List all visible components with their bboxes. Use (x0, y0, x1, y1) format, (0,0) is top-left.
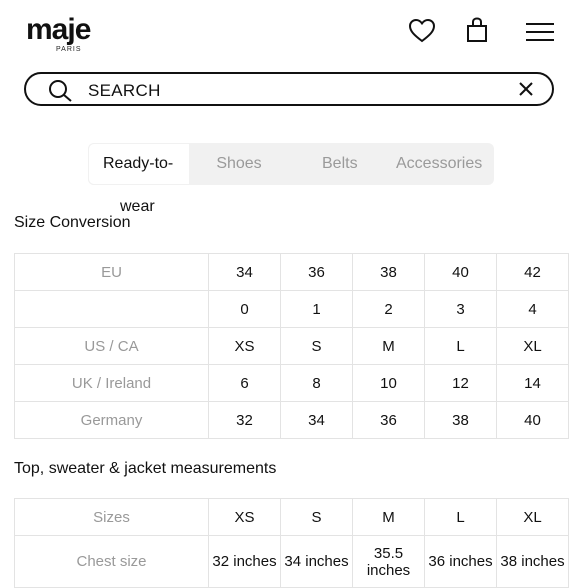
table-cell: 36 inches (425, 536, 497, 588)
row-label: UK / Ireland (15, 365, 209, 402)
table-cell: XS (209, 328, 281, 365)
table-cell: L (425, 328, 497, 365)
row-label: EU (15, 254, 209, 291)
measurements-title: Top, sweater & jacket measurements (14, 460, 277, 477)
table-cell: M (353, 328, 425, 365)
table-cell: 12 (425, 365, 497, 402)
table-cell: S (281, 499, 353, 536)
size-conversion-table (14, 253, 569, 439)
table-cell: 36 (281, 254, 353, 291)
table-cell: XS (209, 499, 281, 536)
tab-shoes[interactable]: Shoes (216, 155, 262, 172)
table-cell: 35.5 inches (353, 536, 425, 588)
maje-logo[interactable] (26, 14, 116, 53)
row-label: Chest size (15, 536, 209, 588)
table-cell: 34 inches (281, 536, 353, 588)
tab-ready-to-wear-label-2[interactable]: wear (120, 198, 155, 215)
table-cell: XL (497, 328, 569, 365)
table-cell: 6 (209, 365, 281, 402)
table-row (15, 499, 569, 536)
row-label: US / CA (15, 328, 209, 365)
table-cell: XL (497, 499, 569, 536)
tab-ready-to-wear-label-1[interactable]: Ready-to- (103, 155, 174, 172)
table-cell: 40 (425, 254, 497, 291)
table-cell: 38 (425, 402, 497, 439)
table-cell: 3 (425, 291, 497, 328)
table-cell: L (425, 499, 497, 536)
table-cell: 4 (497, 291, 569, 328)
table-row (15, 254, 569, 291)
search-input[interactable]: SEARCH (88, 81, 161, 100)
tab-accessories[interactable]: Accessories (396, 155, 483, 172)
close-icon[interactable] (518, 81, 534, 102)
table-cell: 2 (353, 291, 425, 328)
table-cell: 14 (497, 365, 569, 402)
search-bar[interactable] (24, 72, 554, 106)
table-cell: 38 inches (497, 536, 569, 588)
table-cell: 34 (209, 254, 281, 291)
table-cell: 1 (281, 291, 353, 328)
table-cell: 32 inches (209, 536, 281, 588)
table-cell: M (353, 499, 425, 536)
search-icon (48, 79, 74, 108)
table-cell: 38 (353, 254, 425, 291)
table-cell: 0 (209, 291, 281, 328)
tab-belts[interactable]: Belts (322, 155, 358, 172)
size-conversion-title: Size Conversion (14, 214, 131, 231)
table-row (15, 365, 569, 402)
table-row (15, 402, 569, 439)
row-label (15, 291, 209, 328)
table-cell: S (281, 328, 353, 365)
table-row (15, 291, 569, 328)
row-label: Germany (15, 402, 209, 439)
table-cell: 8 (281, 365, 353, 402)
table-cell: 34 (281, 402, 353, 439)
measurements-table (14, 498, 569, 588)
menu-icon[interactable] (525, 22, 555, 47)
brand-tagline: PARIS (56, 46, 82, 53)
table-cell: 32 (209, 402, 281, 439)
bag-icon[interactable] (466, 17, 488, 48)
table-cell: 10 (353, 365, 425, 402)
table-cell: 36 (353, 402, 425, 439)
brand-name: maje (26, 13, 91, 46)
row-label: Sizes (15, 499, 209, 536)
table-row (15, 328, 569, 365)
table-cell: 40 (497, 402, 569, 439)
table-cell: 42 (497, 254, 569, 291)
heart-icon[interactable] (408, 18, 436, 49)
